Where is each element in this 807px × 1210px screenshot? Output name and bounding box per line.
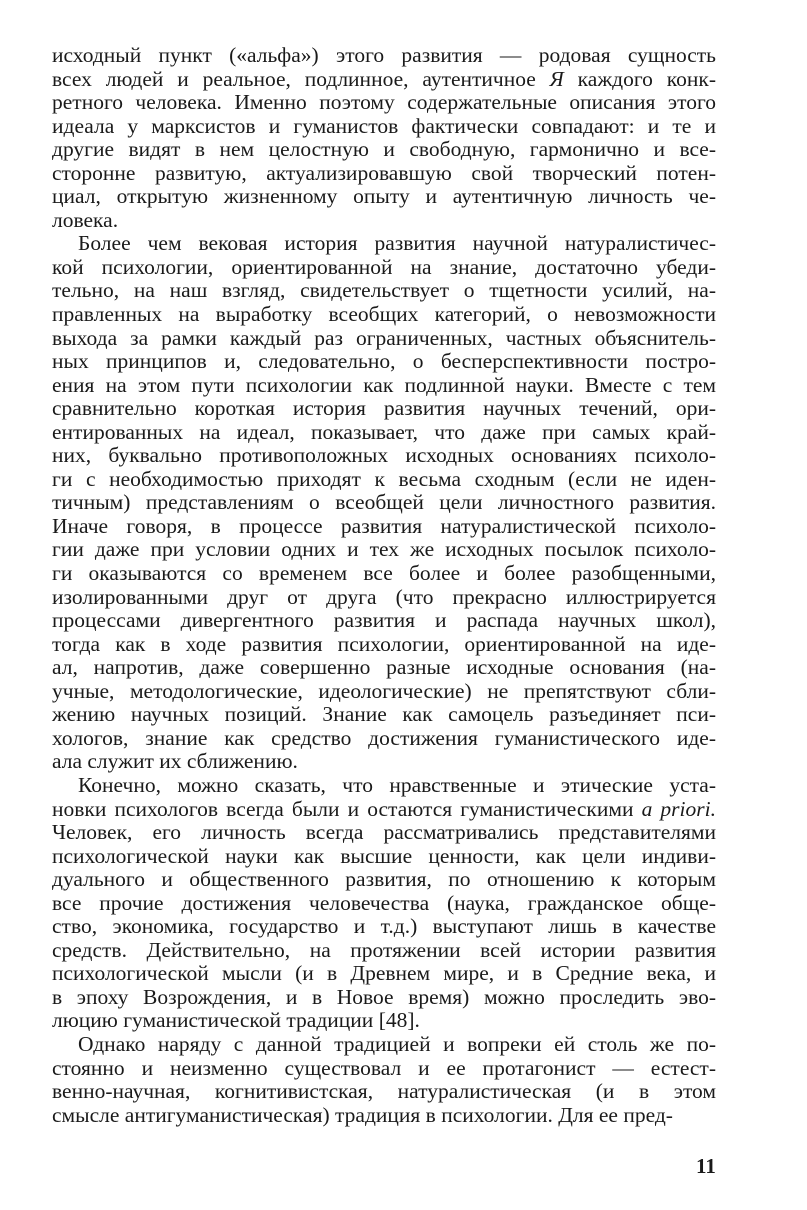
text-line: циал, открытую жизненному опыту и аутентичную личность че- [52, 184, 716, 209]
text-line: ги с необходимостью приходят к весьма сходным (если не иден- [52, 466, 716, 491]
text-line: Более чем вековая история развития научной натуралистичес- [78, 231, 716, 256]
text-line: учные, методологические, идеологические) не препятствуют сбли- [52, 678, 716, 703]
paragraph [52, 774, 716, 1033]
paragraph [52, 1033, 716, 1127]
text-line: ство, экономика, государство и т.д.) выступают лишь в качестве [52, 914, 716, 939]
text-line: сравнительно короткая история развития научных течений, ори- [52, 396, 716, 421]
text-line: Конечно, можно сказать, что нравственные и этические уста- [78, 772, 716, 797]
page-number: 11 [696, 1154, 716, 1178]
text-line: идеала у марксистов и гуманистов фактически совпадают: и те и [52, 113, 716, 138]
text-line: психологической науки как высшие ценности, как цели индиви- [52, 843, 716, 868]
text-line: люцию гуманистической традиции [48]. [52, 1008, 420, 1033]
text-line: Иначе говоря, в процессе развития натуралистической психоло- [52, 513, 716, 538]
text-line: новки психологов всегда были и остаются гуманистическими a priori. [52, 796, 716, 821]
text-line: тельно, на наш взгляд, свидетельствует о тщетности усилий, на- [52, 278, 716, 303]
text-line: все прочие достижения человечества (наука, гражданское обще- [52, 890, 716, 915]
text-line: ала служит их сближению. [52, 749, 298, 774]
text-line: дуального и общественного развития, по отношению к которым [52, 867, 716, 892]
text-line: хологов, знание как средство достижения гуманистического иде- [52, 725, 716, 750]
text-line: ных принципов и, следовательно, о бесперспективности постро- [52, 349, 716, 374]
text-line: Человек, его личность всегда рассматривались представителями [52, 820, 716, 845]
text-line: жению научных позиций. Знание как самоцель разъединяет пси- [52, 702, 716, 727]
text-line: средств. Действительно, на протяжении всей истории развития [52, 937, 716, 962]
text-line: исходный пункт («альфа») этого развития — родовая сущность [52, 43, 716, 67]
text-line: венно-научная, когнитивистская, натуралистическая (и в этом [52, 1079, 716, 1104]
text-line: смысле антигуманистическая) традиция в психологии. Для ее пред- [52, 1102, 673, 1127]
text-line: ги оказываются со временем все более и более разобщенными, [52, 561, 716, 586]
text-line: тичным) представлениям о всеобщей цели личностного развития. [52, 490, 716, 515]
text-line: выхода за рамки каждый раз ограниченных, частных объяснитель- [52, 325, 716, 350]
text-line: ретного человека. Именно поэтому содержательные описания этого [52, 90, 716, 115]
text-line: в эпоху Возрождения, и в Новое время) можно проследить эво- [52, 984, 716, 1009]
text-line: всех людей и реальное, подлинное, аутентичное Я каждого конк- [52, 66, 716, 91]
text-line: ловека. [52, 207, 119, 232]
text-line: процессами дивергентного развития и распада научных школ), [52, 608, 716, 633]
text-line: ентированных на идеал, показывает, что даже при самых край- [52, 419, 716, 444]
text-line: правленных на выработку всеобщих категорий, о невозможности [52, 302, 716, 327]
text-line: психологической мысли (и в Древнем мире, и в Средние века, и [52, 961, 716, 986]
text-line: ал, напротив, даже совершенно разные исходные основания (на- [52, 655, 716, 680]
paragraph [52, 44, 716, 232]
text-line: другие видят в нем целостную и свободную, гармонично и все- [52, 137, 716, 162]
page-body [52, 44, 716, 1127]
text-line: Однако наряду с данной традицией и вопреки ей столь же по- [78, 1031, 716, 1056]
text-line: ения на этом пути психологии как подлинной науки. Вместе с тем [52, 372, 716, 397]
text-line: стоянно и неизменно существовал и ее протагонист — естест- [52, 1055, 716, 1080]
text-line: изолированными друг от друга (что прекрасно иллюстрируется [52, 584, 716, 609]
text-line: гии даже при условии одних и тех же исходных посылок психоло- [52, 537, 716, 562]
text-line: них, буквально противоположных исходных основаниях психоло- [52, 443, 716, 468]
text-line: кой психологии, ориентированной на знание, достаточно убеди- [52, 254, 716, 279]
paragraph [52, 232, 716, 774]
text-line: сторонне развитую, актуализировавшую свой творческий потен- [52, 160, 716, 185]
text-line: тогда как в ходе развития психологии, ориентированной на иде- [52, 631, 716, 656]
